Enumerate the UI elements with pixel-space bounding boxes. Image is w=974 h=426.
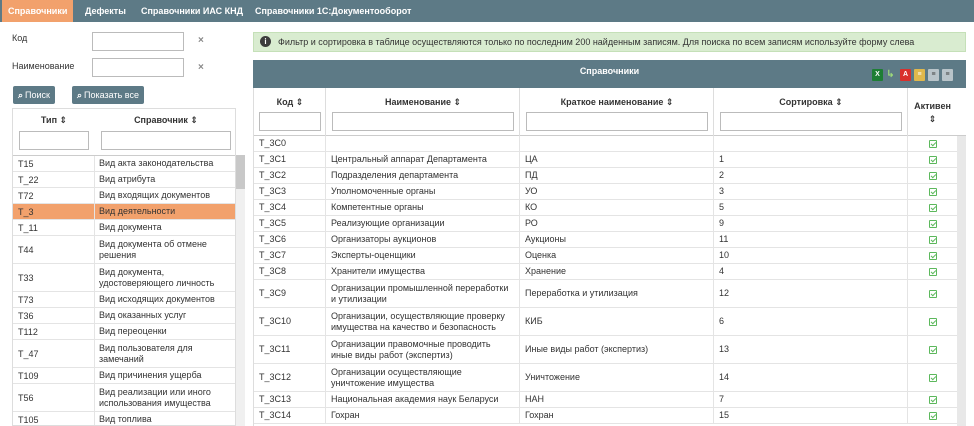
col-type-header[interactable]: Тип ⇕ xyxy=(40,115,68,125)
code-filter-input[interactable] xyxy=(259,112,321,131)
code-cell: T_3C2 xyxy=(254,168,326,183)
table-row[interactable] xyxy=(254,232,957,248)
references-table-scrollbar[interactable] xyxy=(957,136,966,426)
name-cell: Центральный аппарат Департамента xyxy=(326,152,520,167)
table-row[interactable] xyxy=(254,364,957,392)
reference-list-table xyxy=(12,108,236,426)
panel-title: Справочники xyxy=(579,66,640,76)
active-check-icon[interactable] xyxy=(929,346,937,354)
name-cell: Организации промышленной переработки и утилизации xyxy=(326,280,520,307)
active-check-icon[interactable] xyxy=(929,252,937,260)
reference-list-row[interactable] xyxy=(13,340,236,368)
reference-type-cell: T72 xyxy=(13,188,95,203)
reference-name-cell: Вид исходящих документов xyxy=(99,294,215,304)
reference-list-row[interactable] xyxy=(13,368,236,384)
info-banner xyxy=(253,32,966,52)
active-check-icon[interactable] xyxy=(929,412,937,420)
name-cell: Организации правомочные проводить иные виды работ (экспертиз) xyxy=(326,336,520,363)
references-table-header xyxy=(254,88,966,136)
sort-cell: 13 xyxy=(714,336,908,363)
active-cell xyxy=(908,392,957,407)
code-cell: T_3C12 xyxy=(254,364,326,391)
references-table xyxy=(253,88,966,426)
short-name-cell: НАН xyxy=(520,392,714,407)
reference-type-cell: T_11 xyxy=(13,220,95,235)
col-name-header[interactable]: Наименование ⇕ xyxy=(384,97,462,107)
name-cell: Реализующие организации xyxy=(326,216,520,231)
code-cell: T_3C13 xyxy=(254,392,326,407)
sort-cell: 6 xyxy=(714,308,908,335)
info-text: Фильтр и сортировка в таблице осуществляются только по последним 200 найденным записям. Для поиска по всем записям используйте форму слева xyxy=(278,37,915,47)
reference-list-row[interactable] xyxy=(13,384,236,412)
reference-type-cell: T_22 xyxy=(13,172,95,187)
header-divider xyxy=(713,88,714,136)
table-row[interactable] xyxy=(254,308,957,336)
type-filter-input[interactable] xyxy=(19,131,89,150)
col-reference-header[interactable]: Справочник ⇕ xyxy=(134,115,198,125)
reference-list-header xyxy=(13,109,236,156)
sort-filter-input[interactable] xyxy=(720,112,902,131)
search-icon: ⌕ xyxy=(18,90,24,100)
active-cell xyxy=(908,364,957,391)
table-row[interactable] xyxy=(254,336,957,364)
sort-cell: 14 xyxy=(714,364,908,391)
name-cell: Гохран xyxy=(326,408,520,423)
table-row[interactable] xyxy=(254,248,957,264)
name-cell: Хранители имущества xyxy=(326,264,520,279)
col-active-label: Активен xyxy=(914,101,951,111)
sort-cell: 11 xyxy=(714,232,908,247)
document-export-icon[interactable]: ≡ xyxy=(914,69,925,81)
reference-type-cell: T112 xyxy=(13,324,95,339)
code-cell: T_3C8 xyxy=(254,264,326,279)
reference-list-row[interactable] xyxy=(13,236,236,264)
reference-name-cell: Вид документа, удостоверяющего личность xyxy=(99,266,215,288)
table-row[interactable] xyxy=(254,184,957,200)
table-row[interactable] xyxy=(254,216,957,232)
reference-type-cell: T44 xyxy=(13,236,95,263)
reference-type-cell: T36 xyxy=(13,308,95,323)
code-cell: T_3C14 xyxy=(254,408,326,423)
table-row[interactable] xyxy=(254,280,957,308)
print-icon[interactable]: ≡ xyxy=(928,69,939,81)
active-check-icon[interactable] xyxy=(929,396,937,404)
code-cell: T_3C11 xyxy=(254,336,326,363)
reference-list-row[interactable] xyxy=(13,324,236,340)
reference-list-row[interactable] xyxy=(13,204,236,220)
reference-list-row[interactable] xyxy=(13,188,236,204)
short-name-cell: Аукционы xyxy=(520,232,714,247)
col-sort-header[interactable]: Сортировка ⇕ xyxy=(779,97,843,107)
sort-cell: 4 xyxy=(714,264,908,279)
col-code-header[interactable]: Код ⇕ xyxy=(276,97,304,107)
show-all-button-label: Показать все xyxy=(84,90,139,100)
reference-name-cell: Вид документа xyxy=(99,222,162,232)
reference-name-cell: Вид переоценки xyxy=(99,326,167,336)
active-check-icon[interactable] xyxy=(929,374,937,382)
sort-cell: 9 xyxy=(714,216,908,231)
col-active-sort-icon: ⇕ xyxy=(928,114,937,124)
active-cell xyxy=(908,248,957,263)
table-row[interactable] xyxy=(254,168,957,184)
sort-cell: 1 xyxy=(714,152,908,167)
reference-list-row[interactable] xyxy=(13,264,236,292)
reference-name-cell: Вид пользователя для замечаний xyxy=(99,342,193,364)
reference-list-row[interactable] xyxy=(13,292,236,308)
top-navigation xyxy=(0,0,974,22)
active-cell xyxy=(908,168,957,183)
reference-name-cell: Вид реализации или иного использования имущества xyxy=(99,386,211,408)
tab-defects[interactable]: Дефекты xyxy=(85,6,126,16)
active-cell xyxy=(908,336,957,363)
reference-type-cell: T33 xyxy=(13,264,95,291)
active-cell xyxy=(908,184,957,199)
col-short-name-header[interactable]: Краткое наименование ⇕ xyxy=(560,97,674,107)
reference-name-cell: Вид атрибута xyxy=(99,174,156,184)
search-icon: ⌕ xyxy=(77,90,83,100)
info-icon: i xyxy=(260,36,271,47)
reference-type-cell: T56 xyxy=(13,384,95,411)
code-cell: T_3C5 xyxy=(254,216,326,231)
active-check-icon[interactable] xyxy=(929,156,937,164)
show-all-button[interactable] xyxy=(72,86,144,104)
reference-type-cell: T_47 xyxy=(13,340,95,367)
table-row[interactable] xyxy=(254,408,957,424)
table-row[interactable] xyxy=(254,152,957,168)
code-cell: T_3C3 xyxy=(254,184,326,199)
reference-name-cell: Вид оказанных услуг xyxy=(99,310,187,320)
code-cell: T_3C4 xyxy=(254,200,326,215)
reference-type-cell: T109 xyxy=(13,368,95,383)
active-check-icon[interactable] xyxy=(929,172,937,180)
name-input[interactable] xyxy=(92,58,184,77)
reference-list-row[interactable] xyxy=(13,172,236,188)
reference-list-rows xyxy=(13,156,236,426)
active-check-icon[interactable] xyxy=(929,236,937,244)
short-name-cell: Уничтожение xyxy=(520,364,714,391)
active-cell xyxy=(908,408,957,423)
active-check-icon[interactable] xyxy=(929,290,937,298)
table-row[interactable] xyxy=(254,136,957,152)
short-name-cell: Иные виды работ (экспертиз) xyxy=(520,336,714,363)
sort-cell: 15 xyxy=(714,408,908,423)
reference-name-cell: Вид причинения ущерба xyxy=(99,370,202,380)
code-cell: T_3C7 xyxy=(254,248,326,263)
header-divider xyxy=(325,88,326,136)
active-check-icon[interactable] xyxy=(929,268,937,276)
name-cell xyxy=(326,136,520,151)
active-cell xyxy=(908,280,957,307)
excel-export-icon[interactable]: X xyxy=(872,69,883,81)
table-row[interactable] xyxy=(254,392,957,408)
name-cell: Эксперты-оценщики xyxy=(326,248,520,263)
sort-cell: 10 xyxy=(714,248,908,263)
active-cell xyxy=(908,232,957,247)
name-cell: Подразделения департамента xyxy=(326,168,520,183)
sort-cell: 12 xyxy=(714,280,908,307)
reference-name-cell: Вид входящих документов xyxy=(99,190,210,200)
tab-1c-docflow[interactable]: Справочники 1С:Документооборот xyxy=(255,6,412,16)
short-name-cell: ЦА xyxy=(520,152,714,167)
name-cell: Уполномоченные органы xyxy=(326,184,520,199)
pdf-export-icon[interactable]: A xyxy=(900,69,911,81)
name-cell: Организации, осуществляющие проверку имущества на качество и безопасность xyxy=(326,308,520,335)
short-name-cell: ПД xyxy=(520,168,714,183)
print-all-icon[interactable]: ≡ xyxy=(942,69,953,81)
reference-type-cell: T15 xyxy=(13,156,95,171)
active-cell xyxy=(908,264,957,279)
csv-export-icon[interactable]: ↳ xyxy=(886,69,895,80)
reference-type-cell: T_3 xyxy=(13,204,95,219)
active-check-icon[interactable] xyxy=(929,318,937,326)
references-panel-header xyxy=(253,60,966,88)
code-cell: T_3C0 xyxy=(254,136,326,151)
reference-name-cell: Вид деятельности xyxy=(99,206,176,216)
clear-name-icon[interactable]: × xyxy=(198,62,204,73)
reference-list-row[interactable] xyxy=(13,412,236,426)
short-name-cell: Хранение xyxy=(520,264,714,279)
short-name-cell: Переработка и утилизация xyxy=(520,280,714,307)
short-name-cell: Оценка xyxy=(520,248,714,263)
active-check-icon[interactable] xyxy=(929,140,937,148)
reference-list-row[interactable] xyxy=(13,220,236,236)
code-cell: T_3C10 xyxy=(254,308,326,335)
table-row[interactable] xyxy=(254,200,957,216)
reference-filter-input[interactable] xyxy=(101,131,231,150)
sort-cell: 3 xyxy=(714,184,908,199)
reference-list-row[interactable] xyxy=(13,308,236,324)
search-button[interactable] xyxy=(13,86,55,104)
clear-code-icon[interactable]: × xyxy=(198,35,204,46)
reference-type-cell: T105 xyxy=(13,412,95,426)
reference-name-cell: Вид акта законодательства xyxy=(99,158,214,168)
name-cell: Компетентные органы xyxy=(326,200,520,215)
active-cell xyxy=(908,308,957,335)
short-name-cell xyxy=(520,136,714,151)
short-name-filter-input[interactable] xyxy=(526,112,708,131)
active-cell xyxy=(908,216,957,231)
name-cell: Национальная академия наук Беларуси xyxy=(326,392,520,407)
code-input[interactable] xyxy=(92,32,184,51)
active-cell xyxy=(908,152,957,167)
tab-references[interactable]: Справочники xyxy=(2,0,73,22)
active-check-icon[interactable] xyxy=(929,188,937,196)
short-name-cell: КИБ xyxy=(520,308,714,335)
reference-name-cell: Вид документа об отмене решения xyxy=(99,238,207,260)
references-table-rows xyxy=(254,136,957,424)
code-cell: T_3C1 xyxy=(254,152,326,167)
search-button-label: Поиск xyxy=(25,90,50,100)
table-row[interactable] xyxy=(254,264,957,280)
reference-type-cell: T73 xyxy=(13,292,95,307)
sort-cell: 7 xyxy=(714,392,908,407)
active-check-icon[interactable] xyxy=(929,220,937,228)
header-divider xyxy=(519,88,520,136)
reference-list-row[interactable] xyxy=(13,156,236,172)
reference-list-scrollbar[interactable] xyxy=(236,155,245,426)
active-cell xyxy=(908,200,957,215)
short-name-cell: РО xyxy=(520,216,714,231)
name-filter-input[interactable] xyxy=(332,112,514,131)
active-cell xyxy=(908,136,957,151)
code-cell: T_3C6 xyxy=(254,232,326,247)
scrollbar-thumb[interactable] xyxy=(236,155,245,189)
col-active-header[interactable] xyxy=(908,101,957,125)
tab-ias-knd[interactable]: Справочники ИАС КНД xyxy=(141,6,244,16)
code-cell: T_3C9 xyxy=(254,280,326,307)
short-name-cell: КО xyxy=(520,200,714,215)
header-divider xyxy=(907,88,908,136)
code-label: Код xyxy=(12,33,28,43)
active-check-icon[interactable] xyxy=(929,204,937,212)
short-name-cell: Гохран xyxy=(520,408,714,423)
name-cell: Организаторы аукционов xyxy=(326,232,520,247)
sort-cell: 2 xyxy=(714,168,908,183)
name-label: Наименование xyxy=(12,61,75,71)
sort-cell xyxy=(714,136,908,151)
sort-cell: 5 xyxy=(714,200,908,215)
reference-name-cell: Вид топлива xyxy=(99,414,152,424)
short-name-cell: УО xyxy=(520,184,714,199)
name-cell: Организации осуществляющие уничтожение имущества xyxy=(326,364,520,391)
